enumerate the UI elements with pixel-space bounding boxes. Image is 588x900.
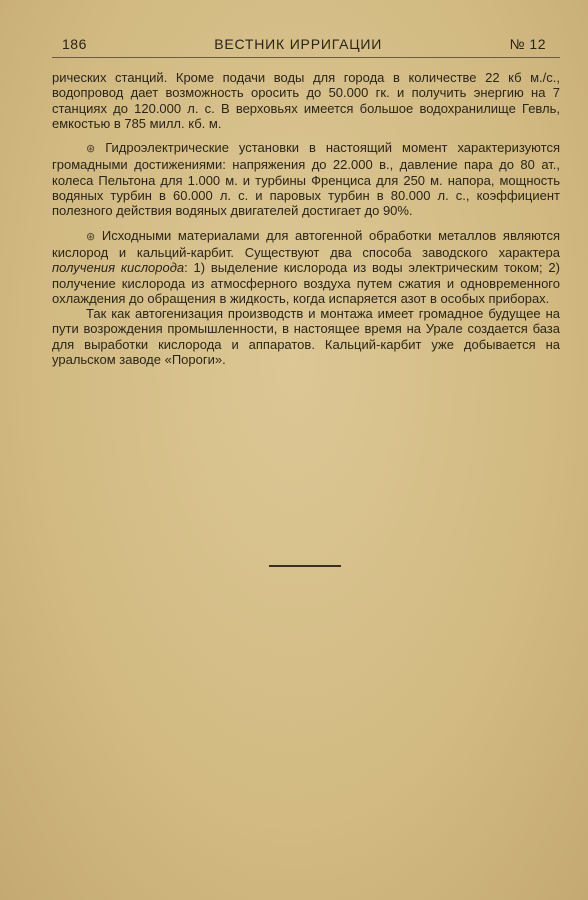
article-body <box>52 70 560 367</box>
paragraph-2 <box>52 140 560 218</box>
issue-number: № 12 <box>509 36 546 52</box>
page-number: 186 <box>62 36 87 52</box>
closing-rule <box>269 565 341 567</box>
paragraph-4: Так как автогенизация производств и монтажа имеет громадное будущее на пути возрождения промышленности, в настоящее время на Урале создается база для выработки кислорода и аппаратов. Кальций-карбит уже добывается на уральском заводе «Пороги». <box>52 306 560 368</box>
paragraph-2-text: Гидроэлектрические установки в настоящий момент характеризуются громадными достижениями: напряжения до 22.000 в., давление пара до 80 ат., колеса Пельтона для 1.000 м. и турбины Френциса для 250 м. напора, мощность водяных турбин в 60.000 л. с. и паровых турбин в 80.000 л. с., коэффициент полезного действия водяных двигателей достигает до 90%. <box>52 140 560 219</box>
paragraph-3-emphasis: получения кислорода <box>52 260 185 276</box>
header-divider <box>52 57 560 58</box>
running-header <box>62 36 546 52</box>
paragraph-3-text-b: : 1) выделение кислорода из воды электрическим током; 2) получение кислорода из атмосферного воздуха путем сжатия и одновременного охлаждения до обращения в жидкость, когда испаряется азот в особых приборах. <box>52 260 560 306</box>
paragraph-3-text-a: Исходными материалами для автогенной обработки металлов являются кислород и кальций-карбит. Существуют два способа заводского характера <box>52 227 560 260</box>
journal-title: ВЕСТНИК ИРРИГАЦИИ <box>214 36 383 52</box>
paragraph-1: рических станций. Кроме подачи воды для города в количестве 22 кб м./с., водопровод дает возможность оросить до 50.000 гк. и получить энергию на 7 станциях до 120.000 л. с. В верховьях имеется большое водохранилище Гевль, емкостью в 785 милл. кб. м. <box>52 70 560 131</box>
asterism-icon: ⊛ <box>86 143 96 156</box>
paragraph-3 <box>52 228 560 306</box>
asterism-icon: ⊛ <box>86 230 96 243</box>
